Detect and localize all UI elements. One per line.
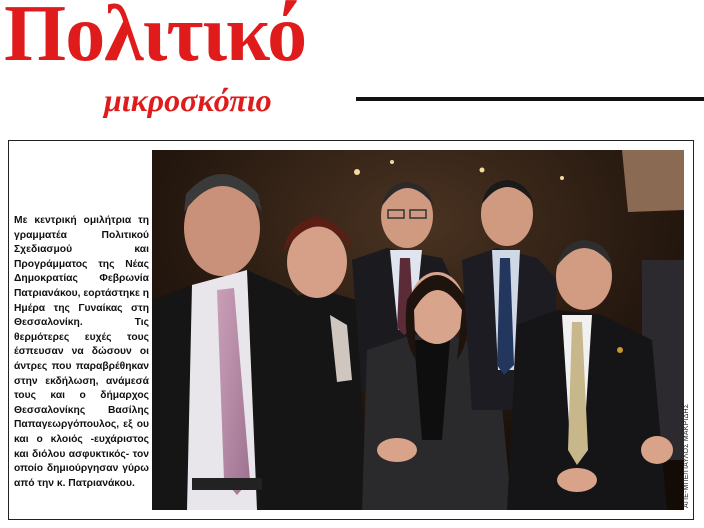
section-subtitle: μικροσκόπιο xyxy=(104,82,272,118)
group-photo-illustration xyxy=(152,150,684,510)
article-caption: Με κεντρική ομιλήτρια τη γραμματέα Πολιτικού Σχεδιασμού και Προγράμματος της Νέας Δημοκρατίας Φεβρωνία Πατριανάκου, εορτάστηκε η Ημέρα της Γυναίκας στη Θεσσαλονίκη. Τις θερμότερες ευχές τους έσπευσαν να δώσουν οι άντρες που παραβρέθηκαν στην εκδήλωση, ανάμεσά τους και ο δήμαρχος Θεσσαλονίκης Βασίλης Παπαγεωργόπουλος, εξ ου και ο κλοιός -ευχάριστος και διόλου ασφυκτικός- τον οποίο δημιούργησαν γύρω από την κ. Πατριανάκου. xyxy=(14,215,149,489)
photo-credit: ΑΠΕ-ΜΠΕ/ΠΑΥΛΟΣ ΜΑΚΡΙΔΗΣ xyxy=(683,403,690,508)
section-title: Πολιτικό xyxy=(4,0,307,78)
header-rule xyxy=(356,97,704,101)
news-photo xyxy=(152,150,684,510)
